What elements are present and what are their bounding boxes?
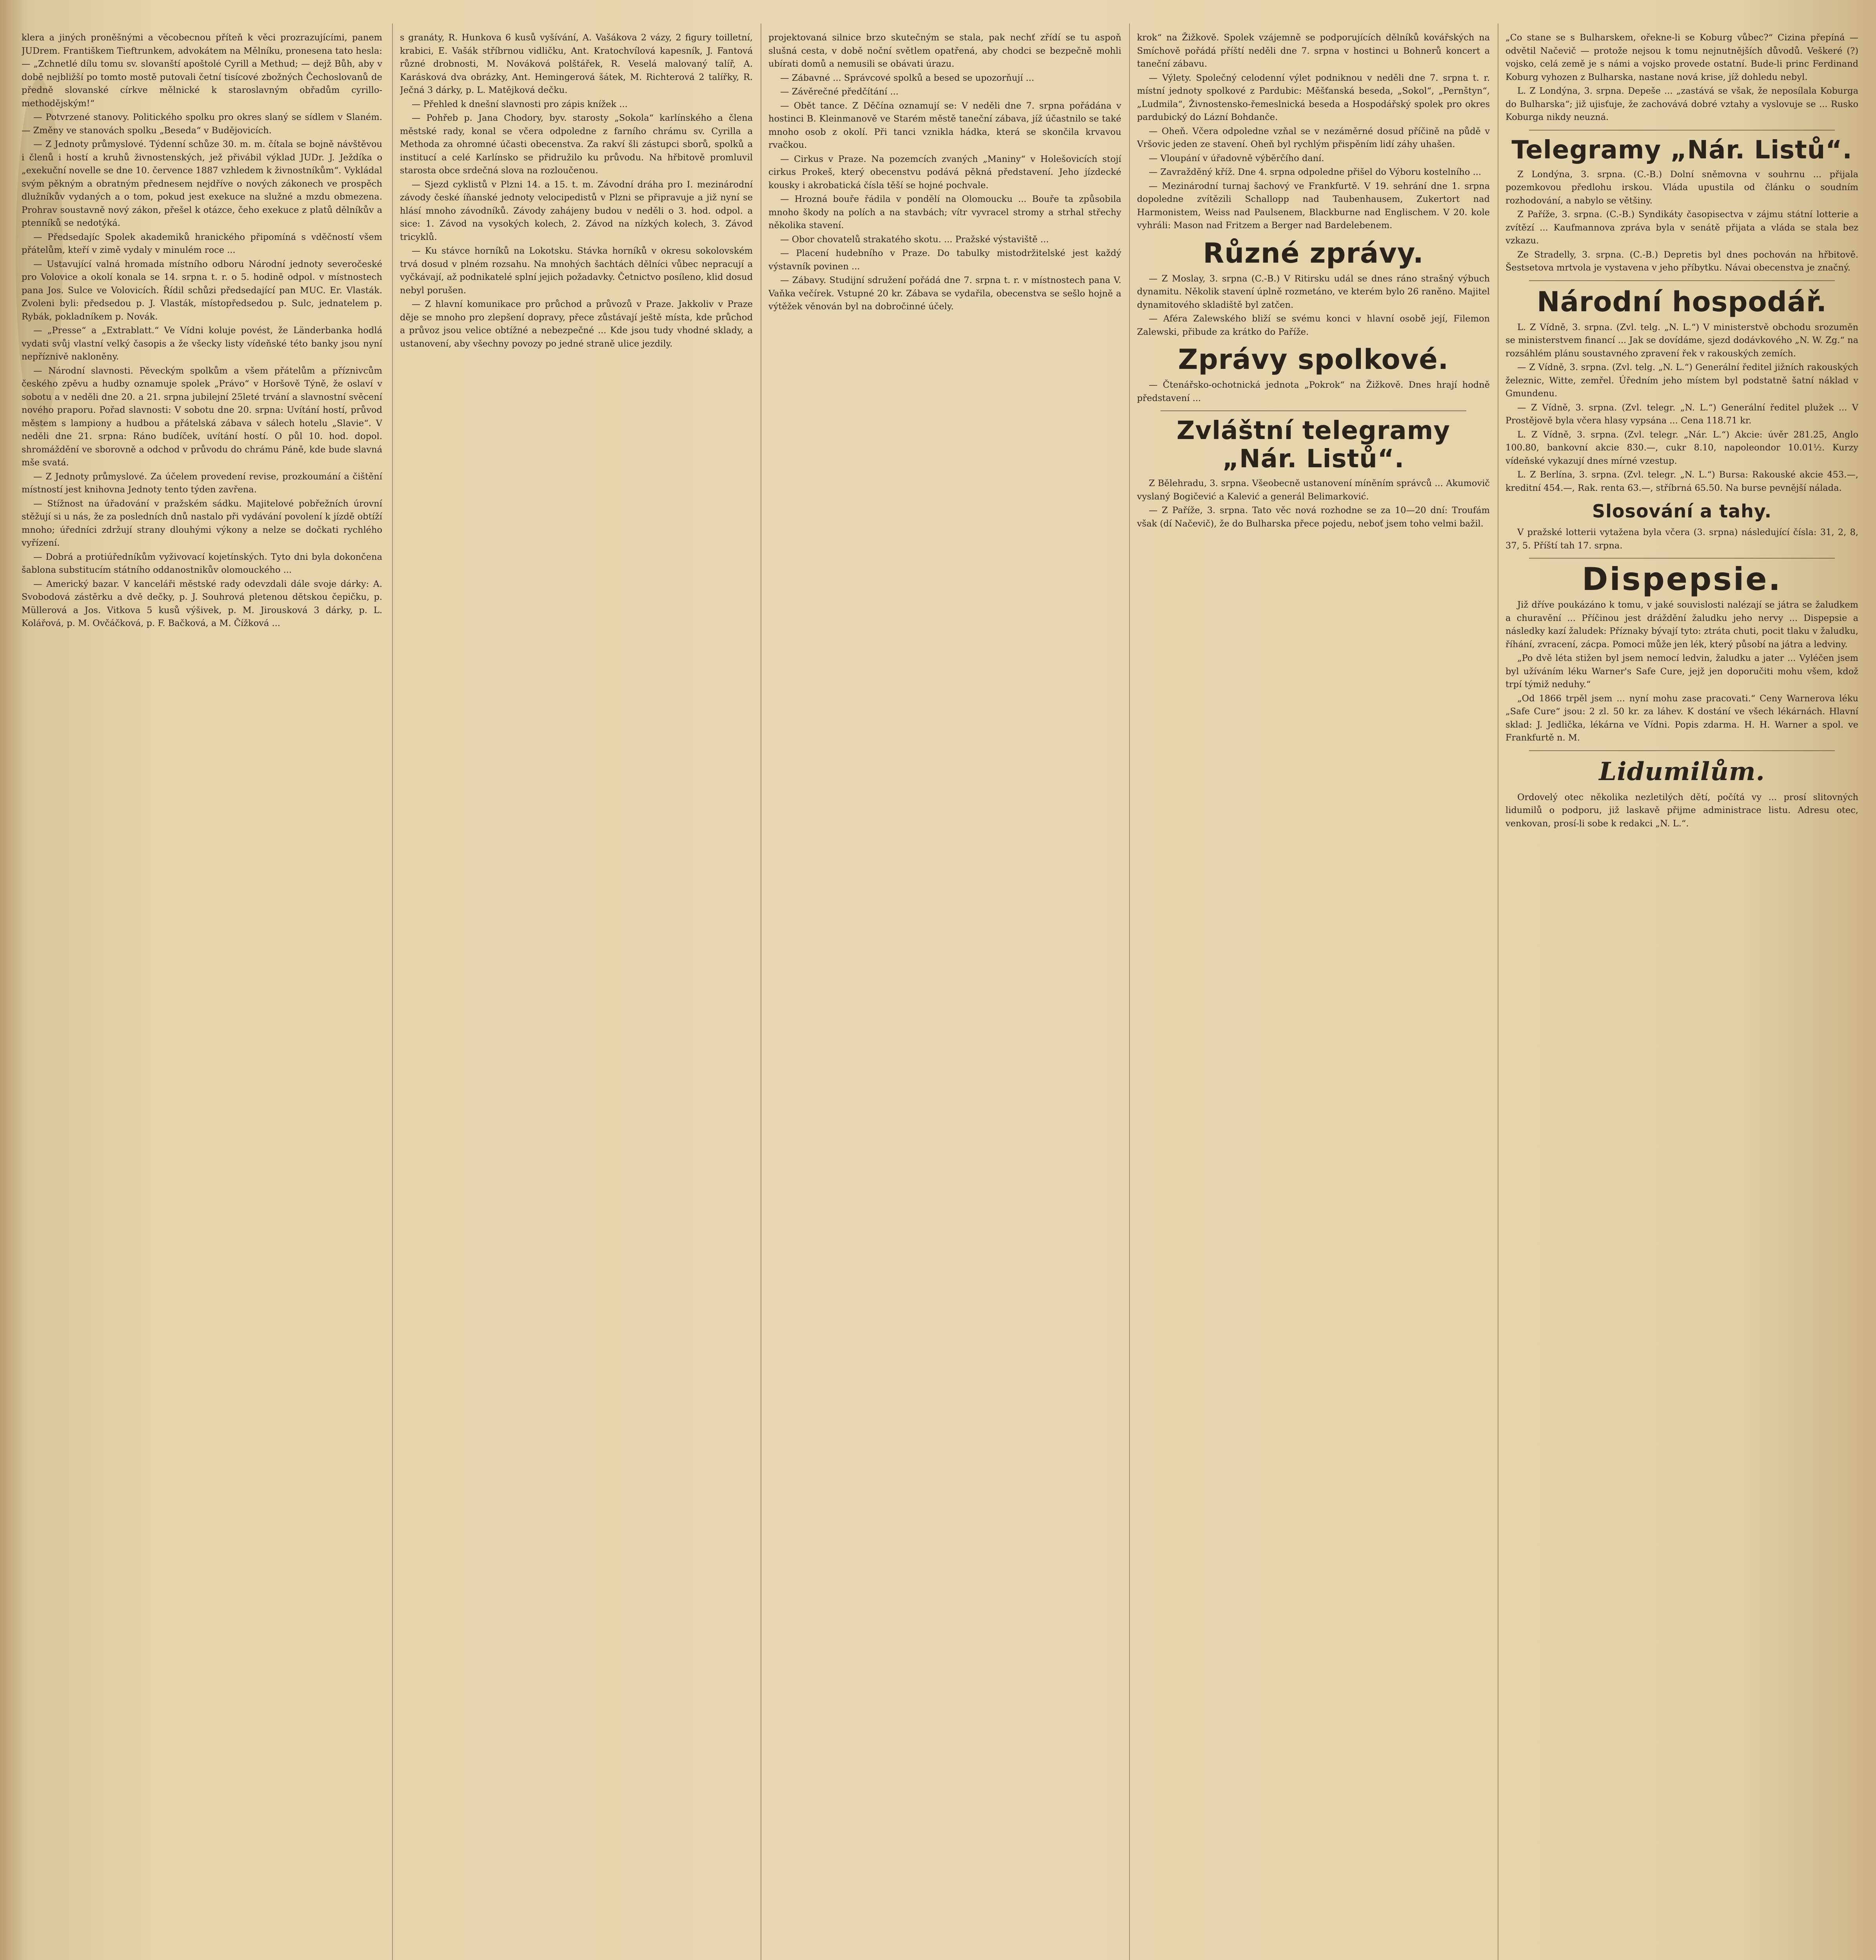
article-paragraph: V pražské lotterii vytažena byla včera (3. srpna) následující čísla: 31, 2, 8, 37, 5. Příští tah 17. srpna. <box>1506 527 1858 551</box>
article-paragraph: Z Londýna, 3. srpna. (C.-B.) Dolní sněmovna v souhrnu ... přijala pozemkovou předlohu irskou. Vláda upustila od článku o soudním rozhodování, a nabylo se většiny. <box>1506 169 1858 206</box>
section-heading-zvlastni-telegramy: Zvláštní telegramy „Nár. Listů“. <box>1176 416 1451 474</box>
section-heading-narodni-hospodar: Národní hospodář. <box>1536 285 1827 318</box>
article-paragraph: — Potvrzené stanovy. Politického spolku pro okres slaný se sídlem v Slaném. — Změny ve stanovách spolku „Beseda“ v Budějovicích. <box>22 112 382 136</box>
column-4 <box>1137 31 1490 1960</box>
article-paragraph: — Hrozná bouře řádila v pondělí na Olomoucku ... Bouře ta způsobila mnoho škody na polích a na stavbách; vítr vyvracel stromy a strhal střechy několika stavení. <box>768 194 1121 230</box>
divider <box>1160 410 1466 411</box>
article-paragraph: — Z hlavní komunikace pro průchod a průvozů v Praze. Jakkoliv v Praze děje se mnoho pro zlepšení dopravy, přece zůstávají ještě místa, kde průchod a průvoz jsou velice obtížné a nebezpečné ... Kde jsou tudy vhodné sklady, a ustanovení, aby všechny povozy po jedné straně ulice jezdily. <box>400 299 753 349</box>
article-paragraph: — Z Jednoty průmyslové. Týdenní schůze 30. m. m. čítala se bojně návštěvou i členů i hostí a kruhů živnostenských, jež přivábil výklad JUDr. J. Ježdíka o „exekuční novelle se dne 10. července 1887 vzhledem k živnostníkům“. Vykládal svým pěkným a obratným přednesem nejdříve o nových zákonech ve prospěch dlužníkův vydaných a o tom, pokud jest exekuce na služné a mzdu obmezena. Prohrav soustavně nový zákon, přešel k otázce, čeho exekuce z platů dělníkův a ptenníků se nedotýká. <box>22 139 382 228</box>
column-rule <box>1129 24 1130 1960</box>
article-paragraph: — Předsedajíc Spolek akademiků hranického připomíná s vděčností všem přátelům, kteří v zimě vydaly v minulém roce ... <box>22 232 382 255</box>
article-paragraph: — Obět tance. Z Děčína oznamují se: V neděli dne 7. srpna pořádána v hostinci B. Kleinmanově ve Starém městě taneční zábava, jíž účastnilo se také mnoho osob z okolí. Při tanci vznikla hádka, která se skončila krvavou rvačkou. <box>768 100 1121 150</box>
divider <box>1529 750 1835 751</box>
column-3 <box>768 31 1121 1960</box>
article-paragraph: — Pohřeb p. Jana Chodory, byv. starosty „Sokola“ karlínského a člena městské rady, konal se včera odpoledne z farního chrámu sv. Cyrilla a Methoda za ohromné účasti obecenstva. Za rakví šli zástupci sborů, spolků a institucí a celé Karlínsko se přidružilo ku průvodu. Na hřbitově promluvil starosta obce srdečná slova na rozloučenou. <box>400 113 753 176</box>
article-paragraph: L. Z Berlína, 3. srpna. (Zvl. telegr. „N. L.“) Bursa: Rakouské akcie 453.—, kreditní 454.—, Rak. renta 63.—, stříbrná 65.50. Na burse pevnější nálada. <box>1506 470 1858 493</box>
article-paragraph: „Co stane se s Bulharskem, ořekne-li se Koburg vůbec?“ Cizina přepíná — odvětil Načevič — protože nejsou k tomu nejnutnějších důvodů. Veškeré (?) vojsko, celá země je s námi a vojsko provede ostatní. Bude-li princ Ferdinand Koburg vyhozen z Bulharska, nastane nová krise, jíž dohledu nebyl. <box>1506 33 1858 82</box>
section-heading-slosovani: Slosování a tahy. <box>1592 501 1772 522</box>
article-paragraph: — Placení hudebního v Praze. Do tabulky mistodržitelské jest každý výstavník povinen ... <box>768 248 1121 272</box>
article-paragraph: — Z Jednoty průmyslové. Za účelem provedení revise, prozkoumání a čištění místností jest knihovna Jednoty tento týden zavřena. <box>22 471 382 495</box>
article-paragraph: L. Z Londýna, 3. srpna. Depeše ... „zastává se však, že neposílala Koburga do Bulharska“; již ujisťuje, že zachovává dobré vztahy a vyslovuje se ... Rusko Koburga nikdy neuzná. <box>1506 86 1858 122</box>
section-heading-ruzne-zpravy: Různé zprávy. <box>1203 237 1424 269</box>
column-2 <box>400 31 753 1960</box>
article-paragraph: L. Z Vídně, 3. srpna. (Zvl. telg. „N. L.“) V ministerstvě obchodu srozuměn se ministerstvem financí ... Jak se dovídáme, sjezd dodávkového „N. W. Zg.“ na rozsáhlém plánu soustavného zpravení řek v rakouských zemích. <box>1506 322 1858 359</box>
article-paragraph: — Mezinárodní turnaj šachový ve Frankfurtě. V 19. sehrání dne 1. srpna dopoledne zvítězili Schallopp nad Taubenhausem, Zukertort nad Harmonistem, Weiss nad Paulsenem, Blackburne nad Englischem. V 20. kole vyhráli: Mason nad Fritzem a Berger nad Bardelebenem. <box>1137 181 1490 230</box>
article-paragraph: — Z Vídně, 3. srpna. (Zvl. telg. „N. L.“) Generální ředitel jižních rakouských železnic, Witte, zemřel. Úředním jeho místem byl podstatně šatní náklad v Gmundenu. <box>1506 362 1858 399</box>
article-paragraph: — Zábavy. Studijní sdružení pořádá dne 7. srpna t. r. v místnostech pana V. Vaňka večírek. Vstupné 20 kr. Zábava se vydařila, obecenstva se sešlo hojně a výtěžek věnován byl na dobročinné účely. <box>768 275 1121 312</box>
article-paragraph: Z Bělehradu, 3. srpna. Všeobecně ustanovení míněním správců ... Akumovič vyslaný Bogičević a Kalević a generál Belimarković. <box>1137 478 1490 502</box>
article-paragraph: — Zábavné ... Správcové spolků a besed se upozorňují ... <box>780 73 1034 83</box>
article-paragraph: Ordovelý otec několika nezletilých dětí, počítá vy ... prosí slitovných lidumilů o podporu, již laskavě přijme administrace listu. Adresu otec, venkovan, prosí-li sobe k redakci „N. L.“. <box>1506 792 1858 829</box>
section-heading-zpravy-spolkove: Zprávy spolkové. <box>1178 343 1449 376</box>
article-paragraph: — Sjezd cyklistů v Plzni 14. a 15. t. m. Závodní dráha pro I. mezinárodní závody české íňanské jednoty velocipedistů v Plzni se připravuje a již nyní se hlásí mnoho závodníků. Závody zahájeny budou v neděli o 3. hod. odpol. a sice: 1. Závod na vysokých kolech, 2. Závod na nízkých kolech, 3. Závod tricyklů. <box>400 179 753 242</box>
article-paragraph: — Americký bazar. V kanceláři městské rady odevzdali dále svoje dárky: A. Svobodová zástěrku a dvě dečky, p. J. Souhrová pletenou dětskou čepičku, p. Müllerová a Jos. Vitkova 5 kusů výšivek, p. M. Jirousková 3 dárky, p. L. Kolářová, p. M. Ovčáčková, p. F. Bačková, a M. Čížková ... <box>22 579 382 628</box>
article-paragraph: — Cirkus v Praze. Na pozemcích zvaných „Maniny“ v Holešovicích stojí cirkus Prokeš, který obecenstvu podává pěkná představení. Jeho jízdecké kousky i akrobatická čísla těší se hojné pochvale. <box>768 154 1121 191</box>
column-5 <box>1506 31 1858 1960</box>
article-paragraph: — „Presse“ a „Extrablatt.“ Ve Vídni koluje povést, že Länderbanka hodlá vydati svůj vlastní velký časopis a že všecky listy vídeňské této banky jsou nyní nepříznivě nakloněny. <box>22 325 382 362</box>
article-paragraph: — Stížnost na úřadování v pražském sádku. Majitelové pobřežních úrovní stěžují si u nás, že za posledních dnů nastalo při vydávání povolení k jízdě obtíží mnoho; úředníci zdržují strany dlouhými výkony a nelze se dočkati rychlého vyřízení. <box>22 498 382 548</box>
article-paragraph: — Vloupání v úřadovně výběrčího daní. <box>1149 153 1324 163</box>
article-paragraph: — Obor chovatelů strakatého skotu. ... Pražské výstaviště ... <box>780 234 1049 245</box>
article-paragraph: — Oheň. Včera odpoledne vzňal se v nezáměrné dosud příčině na půdě v Vršovic jeden ze stavení. Oheň byl rychlým přispěním lidí záhy uhašen. <box>1137 126 1490 149</box>
section-heading-dispepsie: Dispepsie. <box>1582 561 1782 597</box>
divider <box>1529 280 1835 281</box>
article-paragraph: — Ustavující valná hromada místního odboru Národní jednoty severočeské pro Volovice a okolí konala se 14. srpna t. r. o 5. hodině odpol. v místnostech pana Jos. Sulce ve Volovicích. Řídil schůzi předsedající pan MUC. Er. Vlasták. Zvoleni byli: předsedou p. J. Vlasták, místopředsedou p. Sulc, jednatelem p. Rybák, pokladníkem p. Novák. <box>22 259 382 322</box>
article-paragraph: „Po dvě léta stižen byl jsem nemocí ledvin, žaludku a jater ... Vyléčen jsem byl užíváním léku Warner's Safe Cure, jejž jen doporučiti mohu všem, kdož trpí týmiž neduhy.“ <box>1506 653 1858 690</box>
article-paragraph: — Závěrečné předčítání ... <box>780 87 899 97</box>
article-paragraph: projektovaná silnice brzo skutečným se stala, pak nechť zřídí se tu aspoň slušná cesta, v době noční světlem opatřená, aby chodci se bezpečně mohli ubírati domů a nemusili se obávati úrazu. <box>768 33 1121 69</box>
article-paragraph: — Z Paříže, 3. srpna. Tato věc nová rozhodne se za 10—20 dní: Troufám však (dí Načevič), že do Bulharska přece pojedu, neboť jsem toho velmi bažil. <box>1137 505 1490 529</box>
article-paragraph: — Výlety. Společný celodenní výlet podniknou v neděli dne 7. srpna t. r. místní jednoty spolkové z Pardubic: Měšťanská beseda, „Sokol“, „Pernštyn“, „Ludmila“, Živnostensko-řemeslnická beseda a Hospodářský spolek pro okres pardubický do Lázní Bohdanče. <box>1137 73 1490 122</box>
article-paragraph: klera a jiných proněšnými a věcobecnou příteň k věci prozrazujícími, panem JUDrem. Františkem Tieftrunkem, advokátem na Mělníku, pronesena tato hesla: — „Zchnetlé dílu tomu sv. slovanští apoštolé Cyrill a Methud; — dejž Bůh, aby v době nejbližší po tomto mostě putovali četní tisícové zbožných Čechoslovanů de předně slovanské církve mělnické k staroslavným obřadům cyrillo-methodějským!“ <box>22 33 382 109</box>
article-paragraph: — Přehled k dnešní slavnosti pro zápis knížek ... <box>412 99 628 109</box>
article-paragraph: s granáty, R. Hunkova 6 kusů vyšívání, A. Vašákova 2 vázy, 2 figury toilletní, krabici, E. Vašák stříbrnou vidličku, Ant. Kratochvílová kapesník, J. Fantová různé drobnosti, M. Nováková polštářek, R. Veselá malovaný talíř, A. Karásková dva obrázky, Ant. Hemingerová šátek, M. Richterová 2 talířky, R. Ječná 3 dárky, p. L. Matějková dečku. <box>400 33 753 95</box>
divider <box>1529 558 1835 559</box>
section-heading-lidumilum: Lidumilům. <box>1599 757 1765 786</box>
article-paragraph: — Čtenářsko-ochotnická jednota „Pokrok“ na Žižkově. Dnes hrají hodně představení ... <box>1137 380 1490 403</box>
article-paragraph: Již dříve poukázáno k tomu, v jaké souvislosti nalézají se játra se žaludkem a churavění ... Příčinou jest dráždění žaludku jeho nervy ... Dispepsie a následky kazí žaludek: Příznaky bývají tyto: ztráta chuti, pocit tlaku v žaludku, říhání, zvracení, zácpa. Pomoci může jen lék, který působí na játra a ledviny. <box>1506 600 1858 650</box>
section-heading-telegramy: Telegramy „Nár. Listů“. <box>1511 135 1852 165</box>
article-paragraph: — Ku stávce horníků na Lokotsku. Stávka horníků v okresu sokolovském trvá dosud v plném rozsahu. Na mnohých šachtách dělníci vůbec nepracují a vyčkávají, až podnikatelé splní jejich požadavky. Četnictvo posíleno, klid dosud nebyl porušen. <box>400 246 753 296</box>
article-paragraph: — Zavražděný kříž. Dne 4. srpna odpoledne přišel do Výboru kostelního ... <box>1149 167 1482 177</box>
article-paragraph: L. Z Vídně, 3. srpna. (Zvl. telegr. „Nár. L.“) Akcie: úvěr 281.25, Anglo 100.80, bankovní akcie 830.—, cukr 8.10, napoleondor 10.01½. Kurzy vídeňské vykazují dnes mírné vzestup. <box>1506 429 1858 466</box>
divider <box>1529 130 1835 131</box>
column-1 <box>22 31 382 1960</box>
article-paragraph: „Od 1866 trpěl jsem ... nyní mohu zase pracovati.“ Ceny Warnerova léku „Safe Cure“ jsou: 2 zl. 50 kr. za láhev. K dostání ve všech lékárnách. Hlavní sklad: J. Jedlička, lékárna ve Vídni. Popis zdarma. H. H. Warner a spol. ve Frankfurtě n. M. <box>1506 693 1858 743</box>
article-paragraph: Z Paříže, 3. srpna. (C.-B.) Syndikáty časopisectva v zájmu státní lotterie a zvítězí ... Kaufmannova zpráva byla v senátě přijata a vláda se stala bez vzkazu. <box>1506 209 1858 246</box>
article-paragraph: Ze Stradelly, 3. srpna. (C.-B.) Depretis byl dnes pochován na hřbitově. Šestsetova mrtvola je vystavena v jeho příbytku. Návai obecenstva je značný. <box>1506 249 1858 273</box>
article-paragraph: — Dobrá a protiúředníkům vyživovací kojetínských. Tyto dni byla dokončena šablona substitucím státního oddanostnikův olomouckého ... <box>22 552 382 575</box>
article-paragraph: — Z Moslay, 3. srpna (C.-B.) V Ritirsku udál se dnes ráno strašný výbuch dynamitu. Několik stavení úplně rozmetáno, ve kterém bylo 26 raněno. Majitel dynamitového skladiště byl zatčen. <box>1137 273 1490 310</box>
article-paragraph: — Aféra Zalewského bliží se svému konci v hlavní osobě její, Filemon Zalewski, přibude za krátko do Paříže. <box>1137 314 1490 337</box>
column-rule <box>392 24 393 1960</box>
article-paragraph: — Národní slavnosti. Pěveckým spolkům a všem přátelům a příznivcům českého zpěvu a hudby oznamuje spolek „Právo“ v Horšově Týně, že oslaví v sobotu a v neděli dne 20. a 21. srpna jubilejní 25leté trvání a slavnostní svěcení nového praporu. Pořad slavnosti: V sobotu dne 20. srpna: Uvítání hostí, průvod městem s lampiony a hudbou a přátelská zábava v sálech hotelu „Slavie“. V neděli dne 21. srpna: Ráno budíček, uvítání hostí. O půl 10. hod. dopol. shromáždění ve sborovně a odchod v průvodu do chrámu Páně, kde bude slavná mše svatá. <box>22 365 382 468</box>
article-paragraph: — Z Vídně, 3. srpna. (Zvl. telegr. „N. L.“) Generální ředitel plužek ... V Prostějově byla včera hlasy vypsána ... Cena 118.71 kr. <box>1506 402 1858 426</box>
article-paragraph: krok“ na Žižkově. Spolek vzájemně se podporujících dělníků kovářských na Smíchově pořádá příští neděli dne 7. srpna v hostinci u Bohnerů koncert a taneční zábavu. <box>1137 33 1490 69</box>
